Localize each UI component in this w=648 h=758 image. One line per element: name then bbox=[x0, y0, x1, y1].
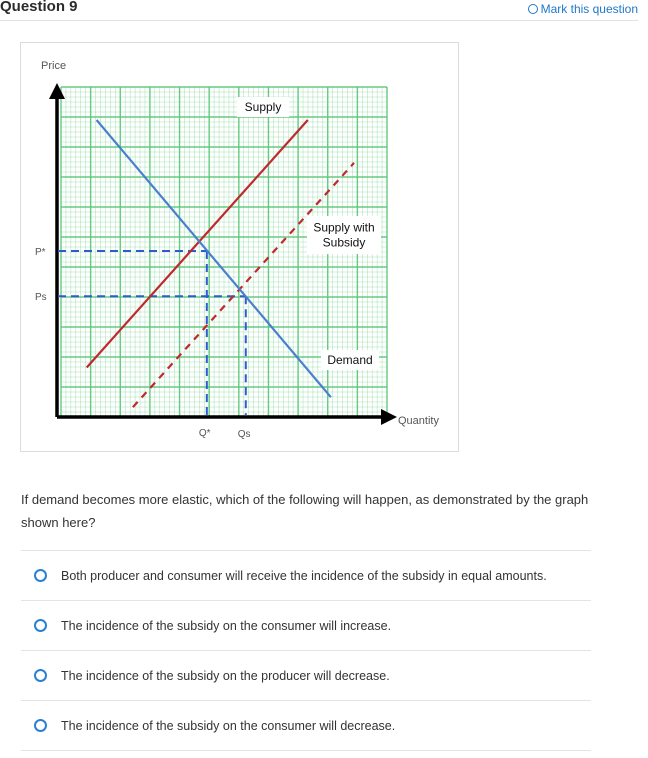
mark-question-button[interactable] bbox=[528, 2, 638, 16]
radio-button-icon[interactable] bbox=[34, 669, 47, 682]
graph-figure bbox=[20, 42, 459, 452]
radio-button-icon[interactable] bbox=[34, 619, 47, 632]
answer-option-label: The incidence of the subsidy on the consumer will increase. bbox=[61, 618, 392, 633]
y-axis-title: Price bbox=[41, 60, 67, 72]
answer-options bbox=[21, 550, 591, 751]
tick-label-q-star: Q* bbox=[198, 428, 211, 439]
series-line-demand bbox=[97, 120, 331, 397]
radio-button-icon[interactable] bbox=[34, 569, 47, 582]
supply-with-subsidy-label: Supply with bbox=[313, 220, 375, 235]
x-axis-title: Quantity bbox=[398, 415, 439, 427]
supply-with-subsidy-label: Subsidy bbox=[322, 235, 366, 250]
mark-question-label: Mark this question bbox=[540, 2, 638, 16]
answer-option-4[interactable] bbox=[21, 700, 591, 751]
tick-label-q-s: Qs bbox=[237, 429, 251, 440]
x-axis-arrow-icon bbox=[381, 409, 397, 425]
answer-option-label: Both producer and consumer will receive the incidence of the subsidy in equal amounts. bbox=[61, 568, 547, 583]
answer-option-3[interactable] bbox=[21, 650, 591, 700]
answer-option-1[interactable] bbox=[21, 550, 591, 600]
question-header bbox=[0, 0, 638, 21]
answer-option-label: The incidence of the subsidy on the consumer will decrease. bbox=[61, 718, 396, 733]
supply-label: Supply bbox=[244, 100, 282, 114]
y-axis-arrow-icon bbox=[49, 83, 65, 99]
question-title: Question 9 bbox=[0, 0, 78, 15]
answer-option-label: The incidence of the subsidy on the producer will decrease. bbox=[61, 668, 390, 683]
question-text: If demand becomes more elastic, which of the following will happen, as demonstrated by the graph shown here? bbox=[21, 492, 589, 530]
demand-label: Demand bbox=[327, 353, 373, 367]
mark-circle-icon bbox=[528, 4, 538, 14]
tick-label-p-s: Ps bbox=[35, 292, 47, 304]
tick-label-p-star: P* bbox=[35, 247, 46, 259]
answer-option-2[interactable] bbox=[21, 600, 591, 650]
supply-demand-chart bbox=[21, 43, 460, 453]
series-line-supply-with-subsidy bbox=[133, 163, 354, 407]
radio-button-icon[interactable] bbox=[34, 719, 47, 732]
